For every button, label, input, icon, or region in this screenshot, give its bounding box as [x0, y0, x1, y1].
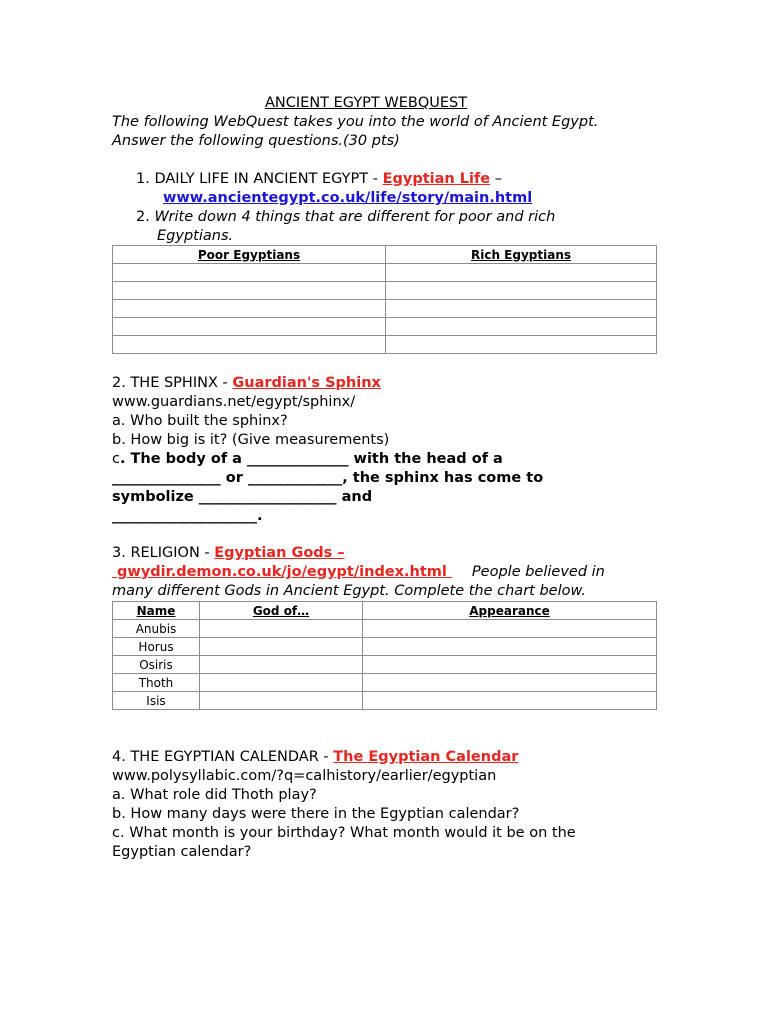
answer-cell[interactable]	[113, 318, 386, 336]
egyptian-calendar-link[interactable]: The Egyptian Calendar	[333, 749, 519, 765]
god-name-cell: Horus	[113, 638, 200, 656]
table-row	[113, 656, 657, 674]
section-3-url-link[interactable]: gwydir.demon.co.uk/jo/egypt/index.html	[112, 564, 452, 580]
answer-cell[interactable]	[113, 336, 386, 354]
intro-line-2: Answer the following questions.(30 pts)	[112, 133, 400, 149]
table-row	[113, 620, 657, 638]
answer-cell[interactable]	[363, 638, 657, 656]
question-2c-line-4: ____________________.	[112, 508, 263, 524]
question-2c	[112, 450, 503, 469]
question-2a: a. Who built the sphinx?	[112, 413, 288, 429]
table-row	[113, 692, 657, 710]
question-2b: b. How big is it? (Give measurements)	[112, 432, 390, 448]
question-2c-line-3: symbolize ___________________ and	[112, 489, 373, 505]
section-1-heading	[136, 170, 502, 189]
table-row	[113, 674, 657, 692]
question-2c-line-1: . The body of a ______________ with the head of a	[119, 451, 503, 467]
answer-cell[interactable]	[113, 264, 386, 282]
section-4-url: www.polysyllabic.com/?q=calhistory/earlier/egyptian	[112, 768, 497, 784]
question-4c-line-2: Egyptian calendar?	[112, 844, 252, 860]
table-row	[113, 282, 657, 300]
table-row	[113, 318, 657, 336]
table-row	[113, 264, 657, 282]
answer-cell[interactable]	[363, 620, 657, 638]
table-header-row	[113, 246, 657, 264]
section-3-url-line	[112, 563, 605, 582]
gods-table	[112, 601, 657, 710]
answer-cell[interactable]	[386, 300, 657, 318]
god-name-cell: Isis	[113, 692, 200, 710]
answer-cell[interactable]	[200, 620, 363, 638]
answer-cell[interactable]	[363, 674, 657, 692]
answer-cell[interactable]	[386, 282, 657, 300]
section-1-url-link[interactable]: www.ancientegypt.co.uk/life/story/main.html	[163, 190, 533, 206]
table-row	[113, 638, 657, 656]
section-1-dash: –	[490, 171, 502, 187]
answer-cell[interactable]	[386, 264, 657, 282]
section-3-text-1: People believed in	[471, 564, 605, 580]
page-title: ANCIENT EGYPT WEBQUEST	[265, 95, 468, 111]
answer-cell[interactable]	[113, 282, 386, 300]
column-header-god-of: God of…	[200, 602, 363, 620]
god-name-cell: Osiris	[113, 656, 200, 674]
poor-rich-table	[112, 245, 657, 354]
section-2-heading-text: 2. THE SPHINX -	[112, 375, 233, 391]
god-name-cell: Thoth	[113, 674, 200, 692]
section-4-heading	[112, 748, 518, 767]
answer-cell[interactable]	[200, 656, 363, 674]
guardians-sphinx-link[interactable]: Guardian's Sphinx	[232, 375, 381, 391]
section-2-heading	[112, 374, 381, 393]
section-2-url: www.guardians.net/egypt/sphinx/	[112, 394, 356, 410]
egyptian-gods-link[interactable]: Egyptian Gods –	[214, 545, 345, 561]
answer-cell[interactable]	[113, 300, 386, 318]
section-1-question-line-2: Egyptians.	[157, 228, 234, 244]
section-3-heading	[112, 544, 345, 563]
column-header-name: Name	[113, 602, 200, 620]
question-4b: b. How many days were there in the Egyptian calendar?	[112, 806, 520, 822]
table-row	[113, 300, 657, 318]
section-1-question-text: Write down 4 things that are different for poor and rich	[149, 209, 556, 225]
section-1-question-number: 2.	[136, 209, 150, 225]
answer-cell[interactable]	[363, 656, 657, 674]
section-4-heading-text: 4. THE EGYPTIAN CALENDAR -	[112, 749, 334, 765]
answer-cell[interactable]	[200, 692, 363, 710]
answer-cell[interactable]	[386, 318, 657, 336]
god-name-cell: Anubis	[113, 620, 200, 638]
answer-cell[interactable]	[363, 692, 657, 710]
column-header-poor: Poor Egyptians	[113, 246, 386, 264]
question-2c-letter: c	[112, 451, 120, 467]
section-3-heading-text: 3. RELIGION -	[112, 545, 215, 561]
section-1-heading-text: 1. DAILY LIFE IN ANCIENT EGYPT -	[136, 171, 383, 187]
answer-cell[interactable]	[200, 674, 363, 692]
column-header-appearance: Appearance	[363, 602, 657, 620]
question-4c-line-1: c. What month is your birthday? What month would it be on the	[112, 825, 576, 841]
column-header-rich: Rich Egyptians	[386, 246, 657, 264]
section-1-question	[136, 208, 555, 227]
section-3-text-2: many different Gods in Ancient Egypt. Complete the chart below.	[112, 583, 587, 599]
answer-cell[interactable]	[200, 638, 363, 656]
answer-cell[interactable]	[386, 336, 657, 354]
question-4a: a. What role did Thoth play?	[112, 787, 317, 803]
egyptian-life-link[interactable]: Egyptian Life	[382, 171, 491, 187]
intro-line-1: The following WebQuest takes you into the world of Ancient Egypt.	[112, 114, 599, 130]
table-row	[113, 336, 657, 354]
question-2c-line-2: _______________ or _____________, the sphinx has come to	[112, 470, 544, 486]
table-header-row	[113, 602, 657, 620]
